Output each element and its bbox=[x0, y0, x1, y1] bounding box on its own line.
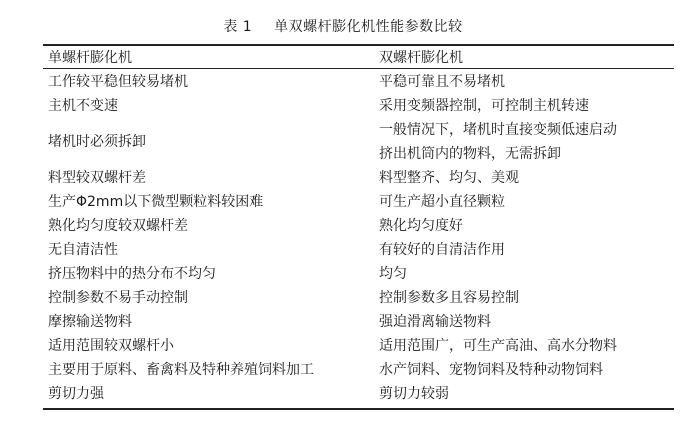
twin-screw-cell: 可生产超小直径颗粒 bbox=[379, 194, 505, 210]
table-row bbox=[43, 262, 674, 286]
twin-screw-cell: 均匀 bbox=[379, 266, 407, 282]
single-screw-cell: 控制参数不易手动控制 bbox=[48, 290, 188, 306]
single-screw-cell: 工作较平稳但较易堵机 bbox=[48, 74, 188, 90]
twin-screw-cell: 强迫滑离输送物料 bbox=[379, 314, 491, 330]
table-row bbox=[43, 70, 674, 94]
twin-screw-cell-line: 挤出机筒内的物料，无需拆卸 bbox=[379, 146, 561, 162]
twin-screw-cell: 水产饲料、宠物饲料及特种动物饲料 bbox=[379, 362, 603, 378]
twin-screw-cell bbox=[379, 118, 617, 166]
table-row bbox=[43, 334, 674, 358]
table-row bbox=[43, 118, 674, 166]
single-screw-cell: 挤压物料中的热分布不均匀 bbox=[48, 266, 216, 282]
twin-screw-cell: 采用变频器控制，可控制主机转速 bbox=[379, 98, 589, 114]
single-screw-cell: 主机不变速 bbox=[48, 98, 118, 114]
table-row bbox=[43, 190, 674, 214]
table-title: 单双螺杆膨化机性能参数比较 bbox=[274, 19, 463, 35]
table-bottom-rule bbox=[43, 408, 674, 410]
twin-screw-cell: 平稳可靠且不易堵机 bbox=[379, 74, 505, 90]
table-row bbox=[43, 286, 674, 310]
table-number: 表 1 bbox=[223, 19, 253, 35]
single-screw-cell: 无自清洁性 bbox=[48, 242, 118, 258]
single-screw-cell: 熟化均匀度较双螺杆差 bbox=[48, 218, 188, 234]
table-row bbox=[43, 166, 674, 190]
table-row bbox=[43, 214, 674, 238]
table-row bbox=[43, 310, 674, 334]
single-screw-cell: 适用范围较双螺杆小 bbox=[48, 338, 174, 354]
twin-screw-cell-line: 一般情况下，堵机时直接变频低速启动 bbox=[379, 122, 617, 138]
single-screw-cell: 堵机时必须拆卸 bbox=[48, 134, 146, 150]
table-row bbox=[43, 382, 674, 406]
table-header-row bbox=[43, 46, 674, 70]
single-screw-cell: 生产Φ2mm以下微型颗粒料较困难 bbox=[48, 194, 264, 210]
table-caption bbox=[0, 16, 686, 38]
table-row bbox=[43, 94, 674, 118]
single-screw-cell: 摩擦输送物料 bbox=[48, 314, 132, 330]
twin-screw-cell: 熟化均匀度好 bbox=[379, 218, 463, 234]
header-twin-screw: 双螺杆膨化机 bbox=[379, 50, 463, 66]
single-screw-cell: 料型较双螺杆差 bbox=[48, 170, 146, 186]
table-row bbox=[43, 358, 674, 382]
single-screw-cell: 主要用于原料、畜禽料及特种养殖饲料加工 bbox=[48, 362, 314, 378]
single-screw-cell: 剪切力强 bbox=[48, 386, 104, 402]
twin-screw-cell: 适用范围广，可生产高油、高水分物料 bbox=[379, 338, 617, 354]
table-row bbox=[43, 238, 674, 262]
twin-screw-cell: 有较好的自清洁作用 bbox=[379, 242, 505, 258]
twin-screw-cell: 剪切力较弱 bbox=[379, 386, 449, 402]
table-header-rule bbox=[43, 68, 674, 69]
twin-screw-cell: 控制参数多且容易控制 bbox=[379, 290, 519, 306]
header-single-screw: 单螺杆膨化机 bbox=[48, 50, 132, 66]
twin-screw-cell: 料型整齐、均匀、美观 bbox=[379, 170, 519, 186]
